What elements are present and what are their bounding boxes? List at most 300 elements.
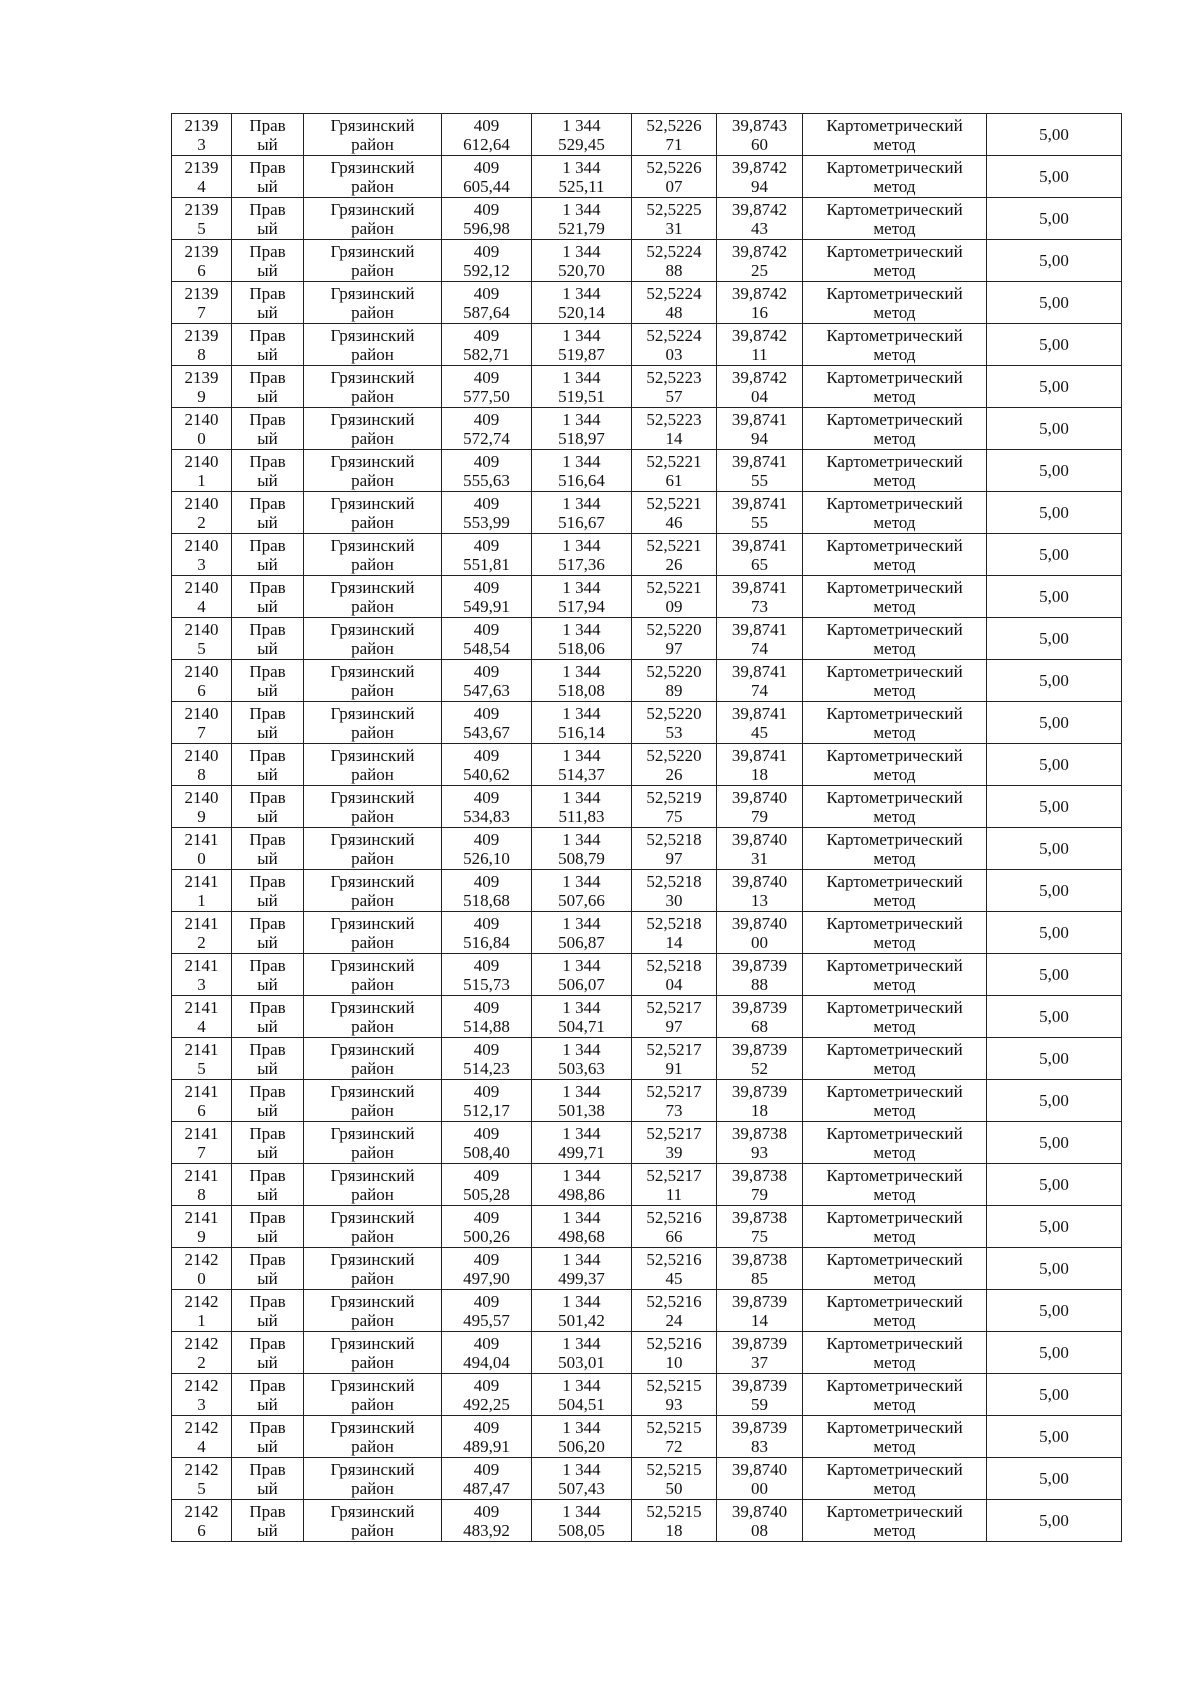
point-number-cell — [172, 450, 232, 492]
bank-side-text: Прав — [249, 871, 286, 891]
latitude-text: 52,5216 — [646, 1291, 702, 1311]
longitude-text: 39,8741 — [731, 745, 788, 765]
district-text: район — [351, 680, 394, 700]
x-coordinate-text: 492,25 — [463, 1394, 510, 1414]
x-coordinate-text: 409 — [473, 1375, 500, 1395]
district-text: Грязинский — [330, 1333, 415, 1353]
bank-side-text: Прав — [249, 199, 286, 219]
bank-side-text: Прав — [249, 997, 286, 1017]
district-text: район — [351, 932, 394, 952]
longitude-cell — [717, 744, 803, 786]
longitude-cell — [717, 324, 803, 366]
bank-side-text: Прав — [249, 409, 286, 429]
method-cell — [803, 576, 987, 618]
x-coordinate-text: 514,23 — [463, 1058, 510, 1078]
table-row — [172, 1416, 1122, 1458]
method-text: метод — [873, 1226, 916, 1246]
method-text: Картометрический — [826, 199, 963, 219]
latitude-text: 53 — [665, 722, 683, 742]
x-coordinate-cell — [442, 702, 532, 744]
latitude-text: 52,5220 — [646, 619, 702, 639]
district-text: Грязинский — [330, 661, 415, 681]
x-coordinate-text: 409 — [473, 283, 500, 303]
x-coordinate-text: 409 — [473, 1081, 500, 1101]
x-coordinate-text: 534,83 — [463, 806, 510, 826]
bank-side-text: ый — [257, 1268, 278, 1288]
district-cell — [304, 1500, 442, 1542]
bank-side-text: ый — [257, 344, 278, 364]
y-coordinate-text: 519,87 — [558, 344, 605, 364]
bank-side-cell — [232, 660, 304, 702]
longitude-cell — [717, 1038, 803, 1080]
point-number-cell — [172, 1122, 232, 1164]
point-number-text: 8 — [197, 764, 206, 784]
bank-side-text: ый — [257, 1436, 278, 1456]
table-row — [172, 324, 1122, 366]
y-coordinate-text: 516,67 — [558, 512, 605, 532]
method-text: Картометрический — [826, 1123, 963, 1143]
accuracy-cell — [987, 1332, 1122, 1374]
latitude-cell — [632, 828, 717, 870]
y-coordinate-text: 517,36 — [558, 554, 605, 574]
district-text: район — [351, 890, 394, 910]
x-coordinate-text: 540,62 — [463, 764, 510, 784]
method-text: Картометрический — [826, 955, 963, 975]
latitude-text: 14 — [665, 932, 683, 952]
method-cell — [803, 1038, 987, 1080]
longitude-text: 37 — [751, 1352, 768, 1372]
method-cell — [803, 660, 987, 702]
longitude-cell — [717, 1416, 803, 1458]
method-text: метод — [873, 932, 916, 952]
bank-side-text: Прав — [249, 1333, 286, 1353]
x-coordinate-text: 547,63 — [463, 680, 510, 700]
latitude-cell — [632, 1080, 717, 1122]
accuracy-text: 5,00 — [1039, 839, 1069, 858]
accuracy-text: 5,00 — [1039, 755, 1069, 774]
district-text: Грязинский — [330, 1123, 415, 1143]
table-row — [172, 1122, 1122, 1164]
bank-side-text: Прав — [249, 1291, 286, 1311]
latitude-cell — [632, 1290, 717, 1332]
district-text: Грязинский — [330, 493, 415, 513]
bank-side-text: Прав — [249, 787, 286, 807]
district-cell — [304, 996, 442, 1038]
latitude-text: 89 — [665, 680, 683, 700]
longitude-text: 39,8739 — [731, 1417, 788, 1437]
table-row — [172, 156, 1122, 198]
point-number-text: 5 — [197, 1478, 206, 1498]
accuracy-text: 5,00 — [1039, 1049, 1069, 1068]
accuracy-text: 5,00 — [1039, 209, 1069, 228]
point-number-text: 1 — [197, 470, 206, 490]
y-coordinate-text: 1 344 — [562, 1123, 601, 1143]
point-number-cell — [172, 114, 232, 156]
latitude-cell — [632, 324, 717, 366]
x-coordinate-text: 516,84 — [463, 932, 510, 952]
accuracy-cell — [987, 576, 1122, 618]
x-coordinate-text: 409 — [473, 1207, 500, 1227]
method-cell — [803, 198, 987, 240]
accuracy-cell — [987, 1458, 1122, 1500]
district-cell — [304, 954, 442, 996]
point-number-text: 2 — [197, 932, 206, 952]
method-text: Картометрический — [826, 1207, 963, 1227]
latitude-text: 26 — [665, 764, 683, 784]
accuracy-cell — [987, 492, 1122, 534]
latitude-cell — [632, 912, 717, 954]
accuracy-text: 5,00 — [1039, 1427, 1069, 1446]
accuracy-text: 5,00 — [1039, 587, 1069, 606]
y-coordinate-cell — [532, 408, 632, 450]
method-text: Картометрический — [826, 493, 963, 513]
longitude-text: 39,8741 — [731, 703, 788, 723]
y-coordinate-text: 498,68 — [558, 1226, 605, 1246]
method-text: Картометрический — [826, 661, 963, 681]
latitude-text: 52,5221 — [646, 535, 702, 555]
y-coordinate-cell — [532, 1206, 632, 1248]
latitude-text: 57 — [665, 386, 683, 406]
bank-side-cell — [232, 870, 304, 912]
y-coordinate-text: 1 344 — [562, 325, 601, 345]
district-text: Грязинский — [330, 871, 415, 891]
x-coordinate-cell — [442, 450, 532, 492]
point-number-cell — [172, 828, 232, 870]
point-number-text: 2140 — [184, 745, 219, 765]
latitude-text: 73 — [665, 1100, 683, 1120]
method-text: Картометрический — [826, 241, 963, 261]
y-coordinate-text: 507,43 — [558, 1478, 605, 1498]
x-coordinate-text: 409 — [473, 325, 500, 345]
longitude-text: 16 — [751, 302, 768, 322]
y-coordinate-cell — [532, 1290, 632, 1332]
latitude-cell — [632, 1164, 717, 1206]
x-coordinate-text: 409 — [473, 1333, 500, 1353]
latitude-text: 93 — [665, 1394, 683, 1414]
point-number-text: 6 — [197, 680, 206, 700]
point-number-text: 6 — [197, 1100, 206, 1120]
table-row — [172, 450, 1122, 492]
longitude-text: 39,8740 — [731, 913, 788, 933]
longitude-cell — [717, 1248, 803, 1290]
point-number-text: 4 — [197, 596, 206, 616]
method-text: метод — [873, 218, 916, 238]
point-number-text: 9 — [197, 806, 206, 826]
longitude-text: 55 — [751, 470, 768, 490]
method-cell — [803, 534, 987, 576]
accuracy-cell — [987, 1374, 1122, 1416]
bank-side-text: Прав — [249, 367, 286, 387]
district-cell — [304, 1248, 442, 1290]
district-cell — [304, 492, 442, 534]
longitude-text: 73 — [751, 596, 768, 616]
longitude-text: 60 — [751, 134, 768, 154]
x-coordinate-cell — [442, 1080, 532, 1122]
x-coordinate-text: 409 — [473, 619, 500, 639]
district-text: район — [351, 806, 394, 826]
method-cell — [803, 1500, 987, 1542]
method-cell — [803, 492, 987, 534]
longitude-text: 25 — [751, 260, 768, 280]
longitude-cell — [717, 1122, 803, 1164]
bank-side-text: Прав — [249, 1207, 286, 1227]
accuracy-text: 5,00 — [1039, 671, 1069, 690]
y-coordinate-text: 1 344 — [562, 367, 601, 387]
longitude-text: 39,8741 — [731, 409, 788, 429]
point-number-text: 3 — [197, 1394, 206, 1414]
district-text: Грязинский — [330, 997, 415, 1017]
x-coordinate-text: 489,91 — [463, 1436, 510, 1456]
district-text: Грязинский — [330, 577, 415, 597]
y-coordinate-text: 1 344 — [562, 577, 601, 597]
district-cell — [304, 576, 442, 618]
method-text: метод — [873, 1058, 916, 1078]
bank-side-text: ый — [257, 932, 278, 952]
longitude-text: 39,8743 — [731, 115, 788, 135]
y-coordinate-text: 1 344 — [562, 1249, 601, 1269]
bank-side-cell — [232, 1374, 304, 1416]
point-number-cell — [172, 1500, 232, 1542]
point-number-text: 2141 — [184, 1165, 219, 1185]
x-coordinate-cell — [442, 156, 532, 198]
district-cell — [304, 660, 442, 702]
y-coordinate-cell — [532, 1038, 632, 1080]
x-coordinate-cell — [442, 1332, 532, 1374]
x-coordinate-cell — [442, 366, 532, 408]
accuracy-text: 5,00 — [1039, 1175, 1069, 1194]
x-coordinate-text: 555,63 — [463, 470, 510, 490]
bank-side-text: Прав — [249, 241, 286, 261]
longitude-cell — [717, 660, 803, 702]
latitude-text: 97 — [665, 848, 683, 868]
point-number-text: 2139 — [184, 157, 219, 177]
accuracy-cell — [987, 618, 1122, 660]
table-row — [172, 1206, 1122, 1248]
x-coordinate-text: 526,10 — [463, 848, 510, 868]
y-coordinate-cell — [532, 1458, 632, 1500]
method-text: Картометрический — [826, 1375, 963, 1395]
y-coordinate-cell — [532, 240, 632, 282]
district-text: район — [351, 470, 394, 490]
y-coordinate-text: 508,05 — [558, 1520, 605, 1540]
latitude-cell — [632, 996, 717, 1038]
accuracy-text: 5,00 — [1039, 293, 1069, 312]
point-number-cell — [172, 324, 232, 366]
point-number-text: 1 — [197, 890, 206, 910]
latitude-cell — [632, 660, 717, 702]
district-text: район — [351, 260, 394, 280]
y-coordinate-text: 520,70 — [558, 260, 605, 280]
x-coordinate-cell — [442, 1122, 532, 1164]
bank-side-text: ый — [257, 722, 278, 742]
bank-side-text: Прав — [249, 535, 286, 555]
district-text: район — [351, 1394, 394, 1414]
x-coordinate-cell — [442, 324, 532, 366]
x-coordinate-cell — [442, 660, 532, 702]
y-coordinate-text: 1 344 — [562, 1375, 601, 1395]
district-text: Грязинский — [330, 157, 415, 177]
y-coordinate-text: 517,94 — [558, 596, 605, 616]
bank-side-text: Прав — [249, 1165, 286, 1185]
method-text: метод — [873, 764, 916, 784]
accuracy-text: 5,00 — [1039, 965, 1069, 984]
district-cell — [304, 870, 442, 912]
district-cell — [304, 1458, 442, 1500]
latitude-text: 52,5224 — [646, 283, 702, 303]
longitude-text: 39,8738 — [731, 1123, 788, 1143]
point-number-text: 2140 — [184, 409, 219, 429]
y-coordinate-cell — [532, 912, 632, 954]
method-text: Картометрический — [826, 1291, 963, 1311]
longitude-cell — [717, 240, 803, 282]
table-row — [172, 660, 1122, 702]
point-number-text: 2142 — [184, 1417, 219, 1437]
bank-side-text: Прав — [249, 1459, 286, 1479]
x-coordinate-text: 553,99 — [463, 512, 510, 532]
latitude-cell — [632, 1374, 717, 1416]
table-row — [172, 492, 1122, 534]
y-coordinate-cell — [532, 1164, 632, 1206]
x-coordinate-text: 409 — [473, 199, 500, 219]
method-cell — [803, 1122, 987, 1164]
latitude-text: 45 — [665, 1268, 683, 1288]
district-text: район — [351, 1142, 394, 1162]
method-text: метод — [873, 176, 916, 196]
y-coordinate-text: 1 344 — [562, 1417, 601, 1437]
point-number-text: 2 — [197, 1352, 206, 1372]
x-coordinate-cell — [442, 240, 532, 282]
longitude-cell — [717, 366, 803, 408]
point-number-cell — [172, 1206, 232, 1248]
y-coordinate-text: 1 344 — [562, 997, 601, 1017]
longitude-text: 39,8740 — [731, 1459, 788, 1479]
point-number-cell — [172, 282, 232, 324]
point-number-text: 2140 — [184, 535, 219, 555]
table-row — [172, 954, 1122, 996]
method-cell — [803, 240, 987, 282]
bank-side-text: ый — [257, 1184, 278, 1204]
y-coordinate-cell — [532, 1374, 632, 1416]
latitude-text: 52,5215 — [646, 1501, 702, 1521]
method-text: Картометрический — [826, 1333, 963, 1353]
x-coordinate-text: 409 — [473, 241, 500, 261]
district-text: Грязинский — [330, 241, 415, 261]
longitude-cell — [717, 996, 803, 1038]
accuracy-cell — [987, 198, 1122, 240]
accuracy-cell — [987, 786, 1122, 828]
method-text: Картометрический — [826, 997, 963, 1017]
bank-side-cell — [232, 450, 304, 492]
point-number-cell — [172, 198, 232, 240]
table-row — [172, 1458, 1122, 1500]
longitude-text: 39,8742 — [731, 325, 788, 345]
x-coordinate-text: 592,12 — [463, 260, 510, 280]
point-number-text: 2140 — [184, 619, 219, 639]
longitude-cell — [717, 1164, 803, 1206]
longitude-text: 39,8742 — [731, 367, 788, 387]
point-number-text: 9 — [197, 386, 206, 406]
bank-side-cell — [232, 1332, 304, 1374]
district-text: район — [351, 1310, 394, 1330]
method-cell — [803, 324, 987, 366]
x-coordinate-cell — [442, 1374, 532, 1416]
y-coordinate-text: 499,71 — [558, 1142, 605, 1162]
accuracy-cell — [987, 744, 1122, 786]
x-coordinate-cell — [442, 114, 532, 156]
point-number-cell — [172, 744, 232, 786]
y-coordinate-cell — [532, 576, 632, 618]
district-text: район — [351, 302, 394, 322]
latitude-text: 26 — [665, 554, 683, 574]
longitude-text: 39,8740 — [731, 871, 788, 891]
x-coordinate-text: 409 — [473, 1291, 500, 1311]
x-coordinate-text: 409 — [473, 1249, 500, 1269]
bank-side-text: Прав — [249, 1123, 286, 1143]
method-text: метод — [873, 848, 916, 868]
bank-side-text: ый — [257, 596, 278, 616]
y-coordinate-text: 507,66 — [558, 890, 605, 910]
x-coordinate-cell — [442, 954, 532, 996]
method-text: метод — [873, 596, 916, 616]
accuracy-text: 5,00 — [1039, 461, 1069, 480]
bank-side-text: ый — [257, 1142, 278, 1162]
district-text: Грязинский — [330, 619, 415, 639]
longitude-cell — [717, 156, 803, 198]
longitude-cell — [717, 912, 803, 954]
latitude-cell — [632, 1500, 717, 1542]
x-coordinate-text: 548,54 — [463, 638, 510, 658]
method-text: метод — [873, 806, 916, 826]
accuracy-text: 5,00 — [1039, 1301, 1069, 1320]
latitude-cell — [632, 954, 717, 996]
point-number-text: 4 — [197, 176, 206, 196]
x-coordinate-text: 409 — [473, 871, 500, 891]
district-text: Грязинский — [330, 1501, 415, 1521]
y-coordinate-text: 1 344 — [562, 1039, 601, 1059]
y-coordinate-text: 506,07 — [558, 974, 605, 994]
x-coordinate-text: 409 — [473, 997, 500, 1017]
y-coordinate-text: 506,87 — [558, 932, 605, 952]
method-text: метод — [873, 1394, 916, 1414]
y-coordinate-text: 508,79 — [558, 848, 605, 868]
bank-side-cell — [232, 114, 304, 156]
accuracy-cell — [987, 534, 1122, 576]
y-coordinate-text: 1 344 — [562, 661, 601, 681]
accuracy-cell — [987, 702, 1122, 744]
x-coordinate-text: 497,90 — [463, 1268, 510, 1288]
accuracy-cell — [987, 1416, 1122, 1458]
bank-side-text: ый — [257, 806, 278, 826]
latitude-text: 52,5218 — [646, 913, 702, 933]
y-coordinate-text: 520,14 — [558, 302, 605, 322]
bank-side-text: ый — [257, 974, 278, 994]
longitude-cell — [717, 534, 803, 576]
latitude-text: 52,5218 — [646, 871, 702, 891]
y-coordinate-text: 1 344 — [562, 535, 601, 555]
x-coordinate-cell — [442, 1290, 532, 1332]
y-coordinate-cell — [532, 156, 632, 198]
longitude-cell — [717, 198, 803, 240]
bank-side-text: ый — [257, 134, 278, 154]
accuracy-cell — [987, 1164, 1122, 1206]
latitude-text: 52,5223 — [646, 409, 702, 429]
coordinates-table — [171, 113, 1122, 1542]
longitude-text: 11 — [751, 344, 768, 364]
latitude-cell — [632, 1332, 717, 1374]
x-coordinate-text: 551,81 — [463, 554, 510, 574]
method-cell — [803, 618, 987, 660]
method-text: метод — [873, 1352, 916, 1372]
